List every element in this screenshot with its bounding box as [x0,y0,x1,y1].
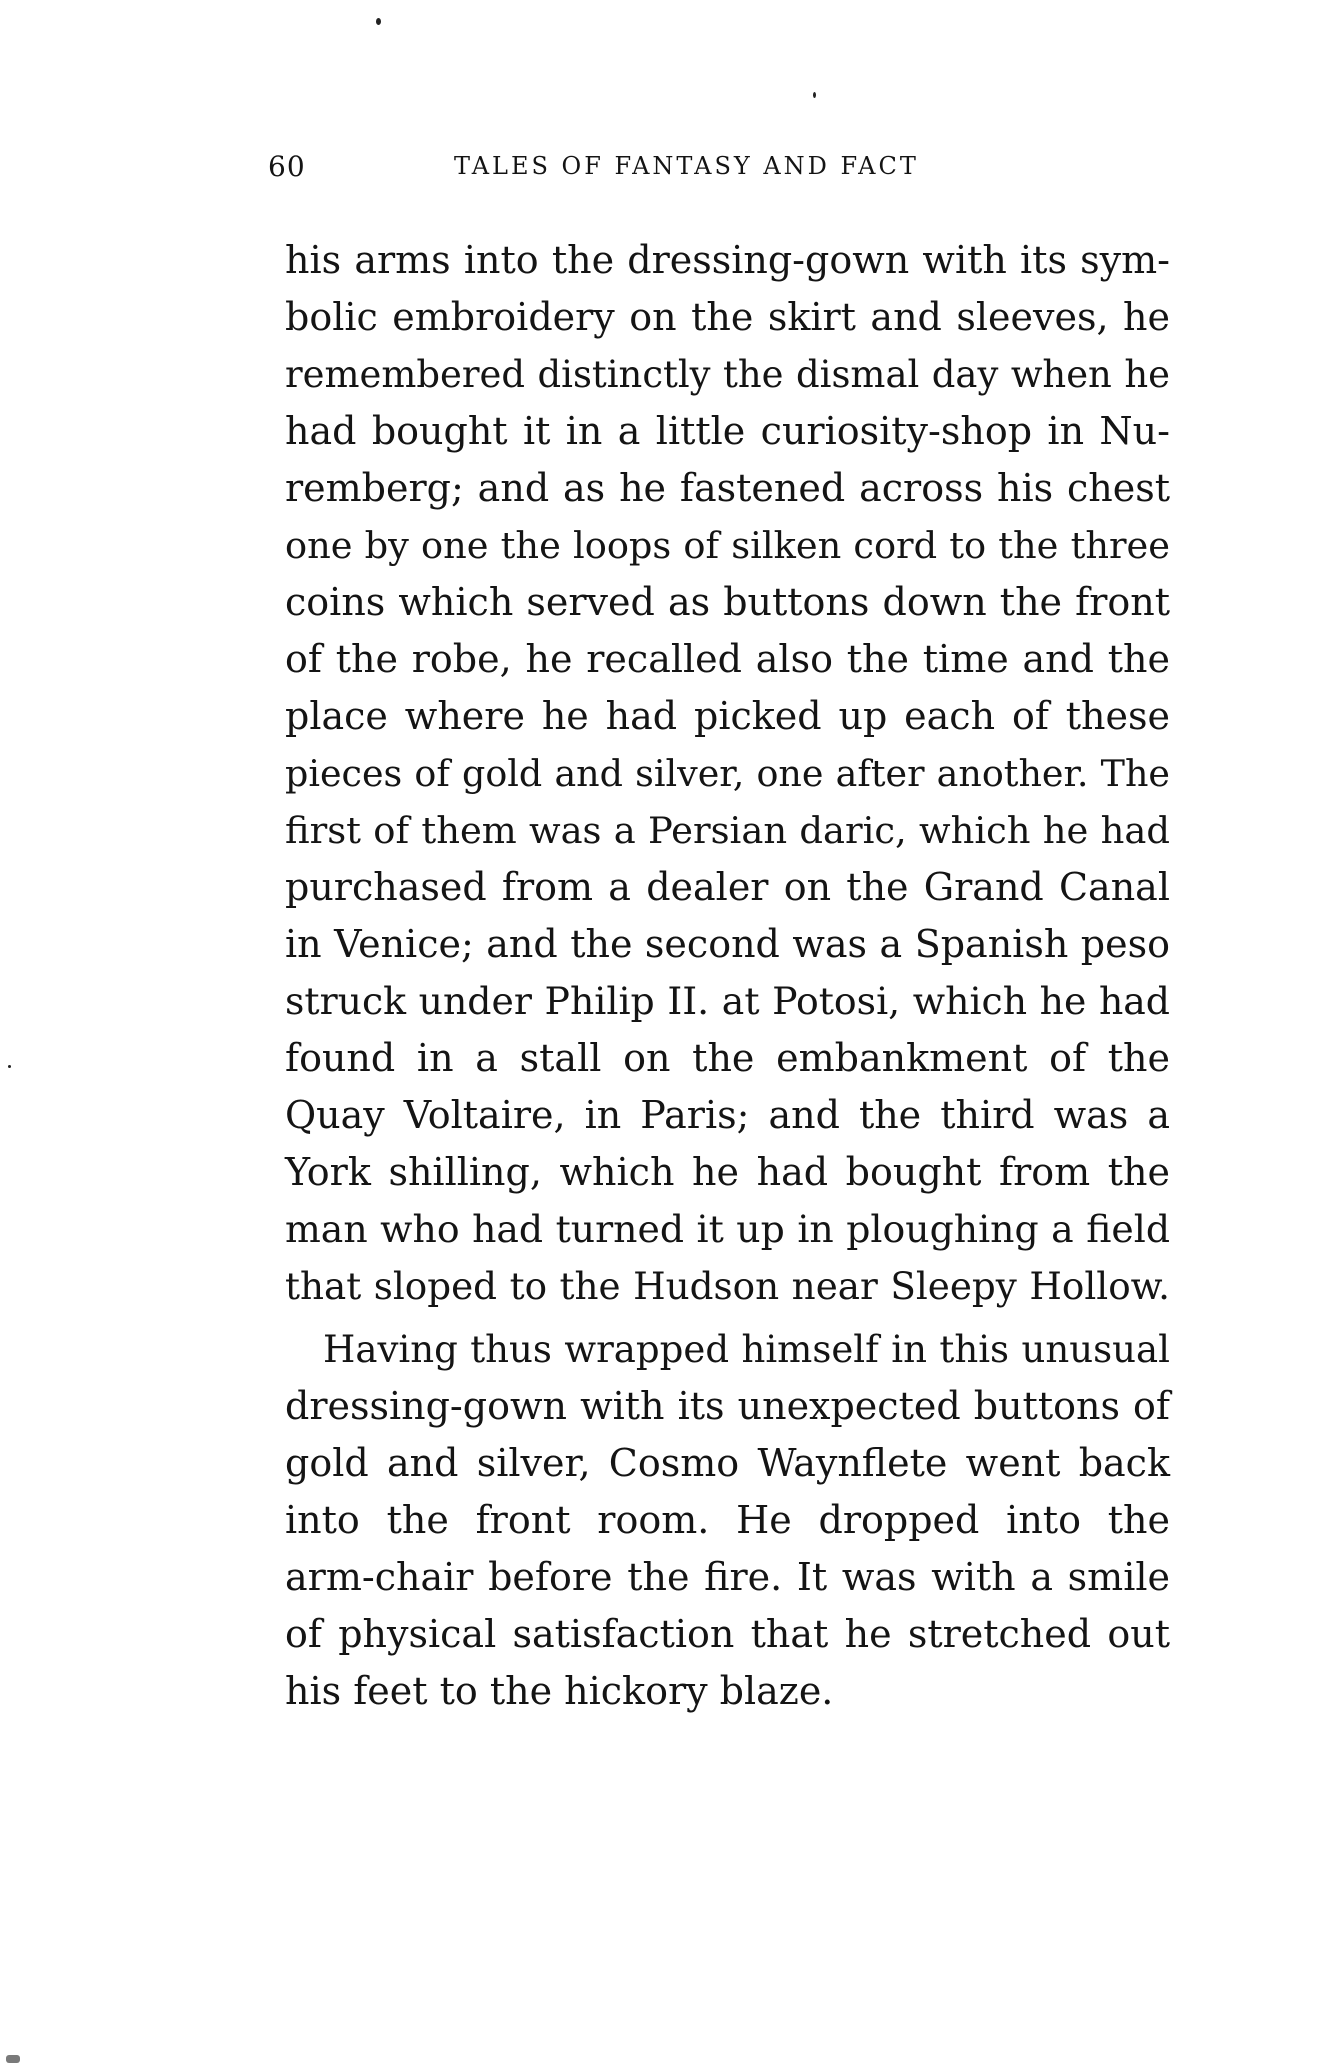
text-line: remberg; and as he fastened across his chest [285,466,1170,510]
text-line: Quay Voltaire, in Paris; and the third was a [285,1093,1170,1137]
text-line: of the robe, he recalled also the time and the [285,637,1170,681]
ink-speck [6,2055,20,2063]
text-line: man who had turned it up in ploughing a field [285,1207,1170,1251]
text-line: gold and silver, Cosmo Waynflete went back [285,1441,1170,1485]
text-line: York shilling, which he had bought from the [285,1150,1170,1194]
text-line: struck under Philip II. at Potosi, which he had [285,979,1170,1023]
text-line: pieces of gold and silver, one after another. The [285,752,1170,795]
text-line: that sloped to the Hudson near Sleepy Hollow. [285,1264,1170,1308]
text-line: arm-chair before the fire. It was with a smile [285,1555,1170,1599]
text-line: in Venice; and the second was a Spanish peso [285,922,1170,966]
text-line: one by one the loops of silken cord to the three [285,524,1170,567]
text-line: his feet to the hickory blaze. [285,1669,834,1713]
page-number: 60 [268,150,306,183]
text-line: found in a stall on the embankment of the [285,1036,1170,1080]
text-line: of physical satisfaction that he stretched out [285,1612,1170,1656]
text-line: place where he had picked up each of these [285,694,1170,738]
ink-speck [813,92,816,98]
text-line: remembered distinctly the dismal day when he [285,353,1170,396]
ink-speck [8,1065,11,1068]
text-line: coins which served as buttons down the front [285,580,1170,624]
body-text [285,232,1170,1720]
text-line: dressing-gown with its unexpected buttons of [285,1384,1170,1428]
paragraph [285,1321,1170,1720]
text-line: purchased from a dealer on the Grand Canal [285,865,1170,909]
paragraph [285,232,1170,1315]
text-line: Having thus wrapped himself in this unusual [323,1328,1170,1371]
text-line: his arms into the dressing-gown with its sym- [285,238,1170,282]
running-title: TALES OF FANTASY AND FACT [454,152,919,180]
text-line: first of them was a Persian daric, which he had [285,809,1170,852]
text-line: into the front room. He dropped into the [285,1498,1170,1542]
ink-speck [376,18,381,25]
text-line: had bought it in a little curiosity-shop in Nu- [285,409,1170,453]
text-line: bolic embroidery on the skirt and sleeves, he [285,295,1170,339]
running-head [268,150,1168,190]
